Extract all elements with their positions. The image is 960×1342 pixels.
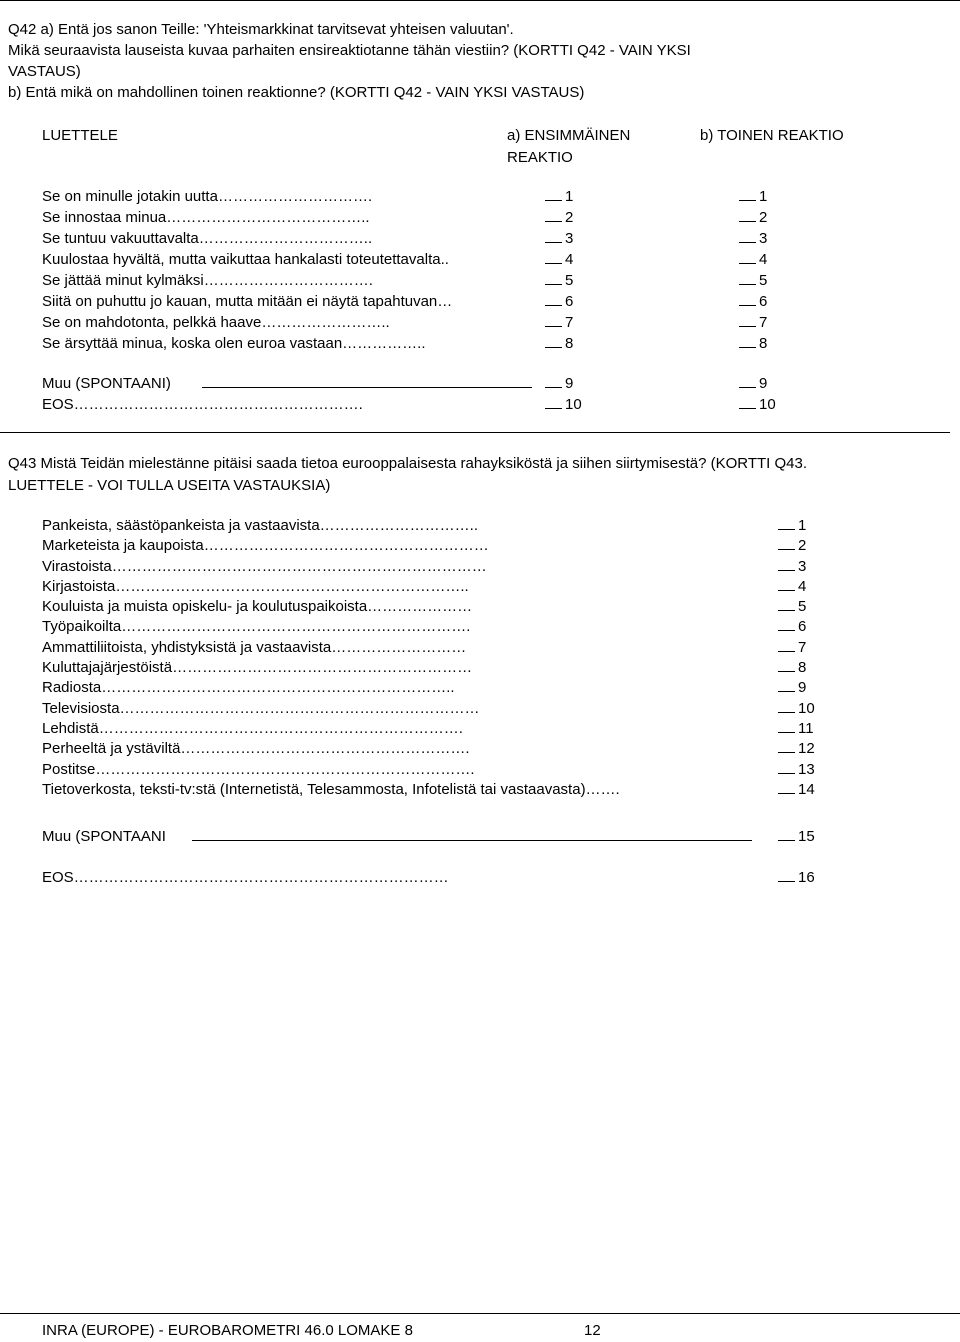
q43-answer-code: 4 — [798, 577, 807, 595]
q43-answer-label: Tietoverkosta, teksti-tv:stä (Internetistä, Telesammosta, Infotelistä tai vastaavasta)……. — [42, 780, 620, 798]
q43-answer-row[interactable] — [42, 678, 942, 698]
q43-answer-code: 7 — [798, 638, 807, 656]
q43-spontaneous-blank[interactable] — [778, 827, 795, 841]
q43-eos-label: EOS………………………………………………………………… — [42, 869, 449, 886]
q42-answer-row[interactable] — [42, 333, 942, 354]
q42-second-reaction-blank[interactable] — [739, 313, 756, 327]
q43-answer-blank[interactable] — [778, 760, 795, 774]
q43-eos-block — [42, 867, 942, 888]
q42-second-reaction-blank[interactable] — [739, 229, 756, 243]
q43-spontaneous-code: 15 — [798, 828, 815, 845]
q43-answer-row[interactable] — [42, 557, 942, 577]
q43-answer-code: 6 — [798, 618, 807, 636]
q43-eos-blank[interactable] — [778, 868, 795, 882]
q43-answer-row[interactable] — [42, 658, 942, 678]
q43-answer-blank[interactable] — [778, 699, 795, 713]
q43-answer-code: 10 — [798, 699, 815, 717]
q42-eos-b-blank[interactable] — [739, 395, 756, 409]
q42-second-reaction-code: 4 — [759, 251, 768, 268]
q42-spontaneous-a-code: 9 — [565, 375, 574, 392]
q42-spontaneous-write-line[interactable] — [173, 375, 177, 388]
q43-answer-label: Televisiosta……………………………………………………………… — [42, 699, 480, 717]
q43-spontaneous-fill-line[interactable] — [192, 827, 752, 841]
q42-eos-label: EOS…………………………………………………. — [42, 396, 363, 413]
q43-answer-blank[interactable] — [778, 719, 795, 733]
q43-answer-label: Marketeista ja kaupoista………………………………………………… — [42, 537, 489, 555]
q43-answer-label: Kirjastoista…………………………………………………………….. — [42, 577, 469, 595]
q42-answer-label: Siitä on puhuttu jo kauan, mutta mitään ei näytä tapahtuvan… — [42, 293, 453, 310]
q43-answer-code: 3 — [798, 557, 807, 575]
q43-answer-blank[interactable] — [778, 780, 795, 794]
q42-answer-label: Se on mahdotonta, pelkkä haave…………………….. — [42, 314, 390, 331]
q42-spontaneous-b-blank[interactable] — [739, 374, 756, 388]
q42-eos-b-code: 10 — [759, 396, 776, 413]
q42-header-list: LUETTELE — [42, 127, 118, 144]
q43-answer-blank[interactable] — [778, 516, 795, 530]
q43-answer-label: Postitse…………………………………………………………………. — [42, 760, 475, 778]
q42-first-reaction-code: 7 — [565, 314, 574, 331]
q43-answer-label: Kouluista ja muista opiskelu- ja koulutuspaikoista………………… — [42, 598, 473, 616]
footer-rule — [0, 1313, 960, 1314]
q42-first-reaction-code: 2 — [565, 209, 574, 226]
q43-answer-label: Radiosta…………………………………………………………….. — [42, 679, 455, 697]
q42-header-first-reaction: a) ENSIMMÄINEN REAKTIO — [507, 127, 631, 166]
q42-first-reaction-code: 8 — [565, 335, 574, 352]
q42-answer-list — [42, 186, 942, 354]
q42-second-reaction-code: 7 — [759, 314, 768, 331]
q43-answer-label: Kuluttajajärjestöistä…………………………………………………… — [42, 659, 473, 677]
q42-second-reaction-blank[interactable] — [739, 292, 756, 306]
q42-second-reaction-blank[interactable] — [739, 334, 756, 348]
footer-text: INRA (EUROPE) - EUROBAROMETRI 46.0 LOMAKE 8 — [42, 1322, 413, 1339]
q42-second-reaction-blank[interactable] — [739, 187, 756, 201]
q42-second-reaction-code: 5 — [759, 272, 768, 289]
q43-answer-code: 8 — [798, 659, 807, 677]
q42-answer-row[interactable] — [42, 291, 942, 312]
q42-answer-label: Se on minulle jotakin uutta…………………………. — [42, 188, 373, 205]
q42-first-reaction-blank[interactable] — [545, 208, 562, 222]
q42-second-reaction-code: 3 — [759, 230, 768, 247]
q43-answer-code: 11 — [798, 719, 814, 737]
q42-answer-row[interactable] — [42, 228, 942, 249]
q42-answer-row[interactable] — [42, 207, 942, 228]
q43-answer-code: 5 — [798, 598, 807, 616]
q42-first-reaction-blank[interactable] — [545, 334, 562, 348]
q42-spontaneous-b-code: 9 — [759, 375, 768, 392]
q43-answer-label: Lehdistä………………………………………………………………. — [42, 719, 463, 737]
q42-answer-label: Se innostaa minua………………………………….. — [42, 209, 370, 226]
q43-spontaneous-label: Muu (SPONTAANI — [42, 828, 166, 845]
q43-eos-code: 16 — [798, 869, 815, 886]
q42-second-reaction-blank[interactable] — [739, 208, 756, 222]
q43-answer-row[interactable] — [42, 638, 942, 658]
q43-answer-code: 2 — [798, 537, 807, 555]
q43-answer-row[interactable] — [42, 699, 942, 719]
q42-second-reaction-blank[interactable] — [739, 250, 756, 264]
q43-answer-blank[interactable] — [778, 557, 795, 571]
q42-second-reaction-code: 8 — [759, 335, 768, 352]
q43-answer-row[interactable] — [42, 516, 942, 536]
q42-question-text: Q42 a) Entä jos sanon Teille: 'Yhteismarkkinat tarvitsevat yhteisen valuutan'. Mikä seuraavista lauseista kuvaa parhaiten ensireaktiotanne tähän viestiin? (KORTTI Q42 - VAIN YKSI VASTAUS) b) Entä mikä on mahdollinen toinen reaktionne? (KORTTI Q42 - VAIN YKSI VASTAUS) — [8, 21, 691, 101]
q42-first-reaction-blank[interactable] — [545, 229, 562, 243]
q42-spontaneous-fill-line[interactable] — [202, 374, 532, 388]
q42-first-reaction-blank[interactable] — [545, 187, 562, 201]
q42-second-reaction-code: 6 — [759, 293, 768, 310]
q43-answer-label: Pankeista, säästöpankeista ja vastaavista………………………….. — [42, 517, 478, 534]
q43-eos-row[interactable] — [42, 867, 942, 888]
q42-answer-row[interactable] — [42, 249, 942, 270]
q42-answer-label: Se jättää minut kylmäksi……………………………. — [42, 272, 373, 289]
q43-answer-blank[interactable] — [778, 617, 795, 631]
top-rule — [0, 0, 960, 1]
q43-answer-label: Ammattiliitoista, yhdistyksistä ja vastaavista……………………… — [42, 638, 467, 656]
q43-answer-list — [42, 516, 942, 800]
q43-answer-blank[interactable] — [778, 638, 795, 652]
q43-answer-row[interactable] — [42, 780, 942, 800]
q43-answer-blank[interactable] — [778, 658, 795, 672]
q43-answer-blank[interactable] — [778, 536, 795, 550]
q43-answer-label: Virastoista………………………………………………………………… — [42, 557, 487, 575]
q42-answer-row[interactable] — [42, 186, 942, 207]
page-number: 12 — [584, 1322, 601, 1339]
q42-answer-row[interactable] — [42, 312, 942, 333]
q43-answer-row[interactable] — [42, 739, 942, 759]
q43-spontaneous-row[interactable] — [42, 826, 942, 847]
q42-first-reaction-blank[interactable] — [545, 292, 562, 306]
q43-answer-label: Perheeltä ja ystäviltä…………………………………………………. — [42, 740, 470, 758]
q42-spontaneous-row[interactable] — [42, 373, 942, 394]
q43-spontaneous-block — [42, 826, 942, 847]
q43-answer-code: 9 — [798, 679, 807, 697]
q42-first-reaction-code: 1 — [565, 188, 574, 205]
q43-answer-blank[interactable] — [778, 739, 795, 753]
q42-spontaneous-a-blank[interactable] — [545, 374, 562, 388]
q42-answer-label: Se tuntuu vakuuttavalta…………………………….. — [42, 230, 373, 247]
q43-answer-code: 12 — [798, 740, 815, 758]
q43-answer-row[interactable] — [42, 577, 942, 597]
q43-answer-code: 13 — [798, 760, 815, 778]
q42-header-second-reaction: b) TOINEN REAKTIO — [700, 127, 844, 144]
q43-answer-blank[interactable] — [778, 678, 795, 692]
q42-first-reaction-blank[interactable] — [545, 271, 562, 285]
q42-first-reaction-code: 4 — [565, 251, 574, 268]
q43-answer-label: Työpaikoilta……………………………………………………………. — [42, 618, 471, 636]
q42-eos-row[interactable] — [42, 394, 942, 415]
q42-answer-row[interactable] — [42, 270, 942, 291]
q43-answer-code: 1 — [798, 517, 807, 534]
q42-answer-label: Se ärsyttää minua, koska olen euroa vastaan…………….. — [42, 335, 426, 352]
q42-answer-label: Kuulostaa hyvältä, mutta vaikuttaa hankalasti toteutettavalta.. — [42, 251, 449, 268]
q43-answer-blank[interactable] — [778, 577, 795, 591]
q43-answer-row[interactable] — [42, 760, 942, 780]
section-divider — [0, 432, 950, 433]
q43-answer-blank[interactable] — [778, 597, 795, 611]
q42-second-reaction-code: 1 — [759, 188, 768, 205]
q42-second-reaction-code: 2 — [759, 209, 768, 226]
q42-second-reaction-blank[interactable] — [739, 271, 756, 285]
q43-answer-row[interactable] — [42, 536, 942, 556]
q42-first-reaction-code: 6 — [565, 293, 574, 310]
q42-first-reaction-blank[interactable] — [545, 313, 562, 327]
q42-eos-a-blank[interactable] — [545, 395, 562, 409]
q43-answer-row[interactable] — [42, 719, 942, 739]
q42-spontaneous-label: Muu (SPONTAANI) — [42, 375, 171, 392]
q42-first-reaction-blank[interactable] — [545, 250, 562, 264]
q42-first-reaction-code: 5 — [565, 272, 574, 289]
q43-answer-row[interactable] — [42, 597, 942, 617]
q42-first-reaction-code: 3 — [565, 230, 574, 247]
q43-question-text: Q43 Mistä Teidän mielestänne pitäisi saada tietoa eurooppalaisesta rahayksiköstä ja siihen siirtymisestä? (KORTTI Q43. LUETTELE - VOI TULLA USEITA VASTAUKSIA) — [8, 455, 808, 494]
q43-answer-row[interactable] — [42, 617, 942, 637]
q43-answer-code: 14 — [798, 780, 815, 798]
q42-extra-options — [42, 373, 942, 415]
q42-eos-a-code: 10 — [565, 396, 582, 413]
